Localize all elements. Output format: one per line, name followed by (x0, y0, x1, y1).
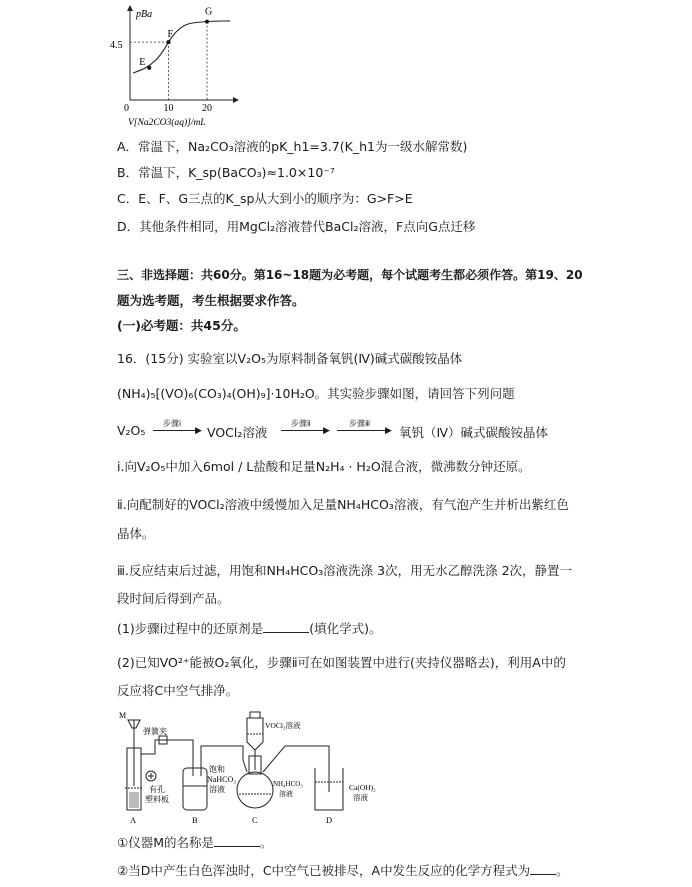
step-iii-line1: ⅲ.反应结束后过滤，用饱和NH₄HCO₃溶液洗涤 3次，用无水乙醇洗涤 2次，静置一 (117, 563, 573, 578)
x-axis-label: V[Na2CO3(aq)]/mL (128, 118, 206, 128)
flow-step3-label: 步骤ⅲ (349, 419, 371, 428)
arrow-head-icon: ▶ (195, 426, 202, 436)
question-b-text: ②当D中产生白色浑浊时，C中空气已被排尽，A中发生反应的化学方程式为 (117, 863, 531, 878)
label-plate-1: 有孔 (149, 785, 165, 794)
q16-intro: 16．(15分) 实验室以V₂O₅为原料制备氧钒(Ⅳ)碱式碳酸铵晶体 (117, 351, 463, 366)
label-a: A (130, 815, 137, 825)
question-a-text: ①仪器M的名称是 (117, 835, 214, 850)
y-tick-4-5: 4.5 (110, 40, 123, 51)
point-label-e: E (139, 56, 146, 68)
point-label-g: G (205, 6, 213, 18)
label-plate-2: 塑料板 (145, 795, 169, 804)
flow-mid: VOCl₂溶液 (207, 425, 268, 440)
step-i: ⅰ.向V₂O₅中加入6mol / L盐酸和足量N₂H₄ · H₂O混合液，微沸数分钟还原。 (117, 459, 531, 474)
label-c: C (252, 815, 258, 825)
option-d[interactable]: D．其他条件相同，用MgCl₂溶液替代BaCl₂溶液，F点向G点迁移 (117, 219, 476, 234)
section-title-line2: 题为选考题，考生根据要求作答。 (117, 293, 305, 308)
label-clip: 弹簧夹 (143, 727, 167, 736)
question-a-tail: 。 (260, 835, 273, 850)
label-d: D (326, 815, 333, 825)
option-c[interactable]: C．E、F、G三点的K_sp从大到小的顺序为：G>F>E (117, 191, 413, 206)
label-caoh2: Ca(OH)₂ (349, 783, 376, 792)
apparatus-diagram (115, 706, 405, 828)
data-point-f (167, 40, 171, 44)
label-sol-d: 溶液 (353, 793, 368, 802)
flow-diagram (117, 418, 587, 444)
label-nahco3: NaHCO₃ (207, 775, 237, 784)
required-heading: (一)必考题：共45分。 (117, 318, 246, 333)
label-sol-b: 溶液 (209, 785, 225, 794)
label-sol-c: 溶液 (279, 790, 293, 798)
label-sat: 饱和 (209, 765, 225, 774)
option-b[interactable]: B．常温下，K_sp(BaCO₃)≈1.0×10⁻⁷ (117, 165, 335, 180)
option-a[interactable]: A．常温下，Na₂CO₃溶液的pK_h1=3.7(K_h1为一级水解常数) (117, 139, 468, 154)
arrow-head-icon: ▶ (323, 426, 330, 436)
apparatus-b-bottle (183, 768, 207, 810)
flow-step1-label: 步骤ⅰ (163, 419, 182, 428)
answer-blank-1[interactable] (263, 620, 309, 633)
flow-arrow-1 (153, 430, 199, 431)
data-point-g (205, 20, 209, 24)
label-b: B (192, 815, 198, 825)
q16-formula: (NH₄)₅[(VO)₆(CO₃)₄(OH)₉]·10H₂O。其实验步骤如图，请回答下列问题 (117, 386, 515, 401)
step-ii-line2: 晶体。 (117, 526, 155, 541)
apparatus-c-flask (237, 772, 273, 808)
sub1-text: (1)步骤ⅰ过程中的还原剂是 (117, 621, 264, 636)
label-nh4hco3: NH₄HCO₃ (273, 780, 303, 788)
flow-arrow-3 (337, 430, 389, 431)
x-tick-0: 0 (124, 103, 129, 114)
section-title-line1: 三、非选择题：共60分。第16~18题为必考题，每个试题考生都必须作答。第19、20 (117, 268, 583, 282)
question-a (117, 834, 273, 852)
data-point-e (147, 66, 151, 70)
answer-blank-2[interactable] (214, 834, 260, 847)
x-tick-20: 20 (202, 103, 213, 114)
flow-end: 氧钒（Ⅳ）碱式碳酸铵晶体 (399, 425, 549, 440)
question-b (117, 862, 569, 880)
flow-start: V₂O₅ (117, 423, 146, 438)
answer-blank-3[interactable] (530, 862, 556, 875)
pba-chart (110, 4, 240, 132)
flow-step2-label: 步骤ⅱ (291, 419, 311, 428)
arrow-head-icon: ▶ (385, 426, 392, 436)
sub-question-1 (117, 620, 381, 638)
step-iii-line2: 段时间后得到产品。 (117, 591, 230, 606)
point-label-f: F (167, 29, 174, 41)
step-ii-line1: ⅱ.向配制好的VOCl₂溶液中缓慢加入足量NH₄HCO₃溶液，有气泡产生并析出紫红色 (117, 497, 569, 512)
label-m: M (119, 711, 127, 720)
label-vocl2: VOCl₂溶液 (265, 721, 301, 730)
sub1-tail: (填化学式)。 (309, 621, 382, 636)
sub-question-2-line2: 反应将C中空气排净。 (117, 683, 239, 698)
x-tick-10: 10 (163, 103, 174, 114)
series-line (133, 21, 230, 73)
y-axis-label: pBa (136, 9, 153, 20)
question-b-tail: 。 (556, 863, 569, 878)
sub-question-2-line1: (2)已知VO²⁺能被O₂氧化，步骤ⅱ可在如图装置中进行(夹持仪器略去)，利用A中的 (117, 655, 566, 670)
flow-arrow-2 (281, 430, 327, 431)
